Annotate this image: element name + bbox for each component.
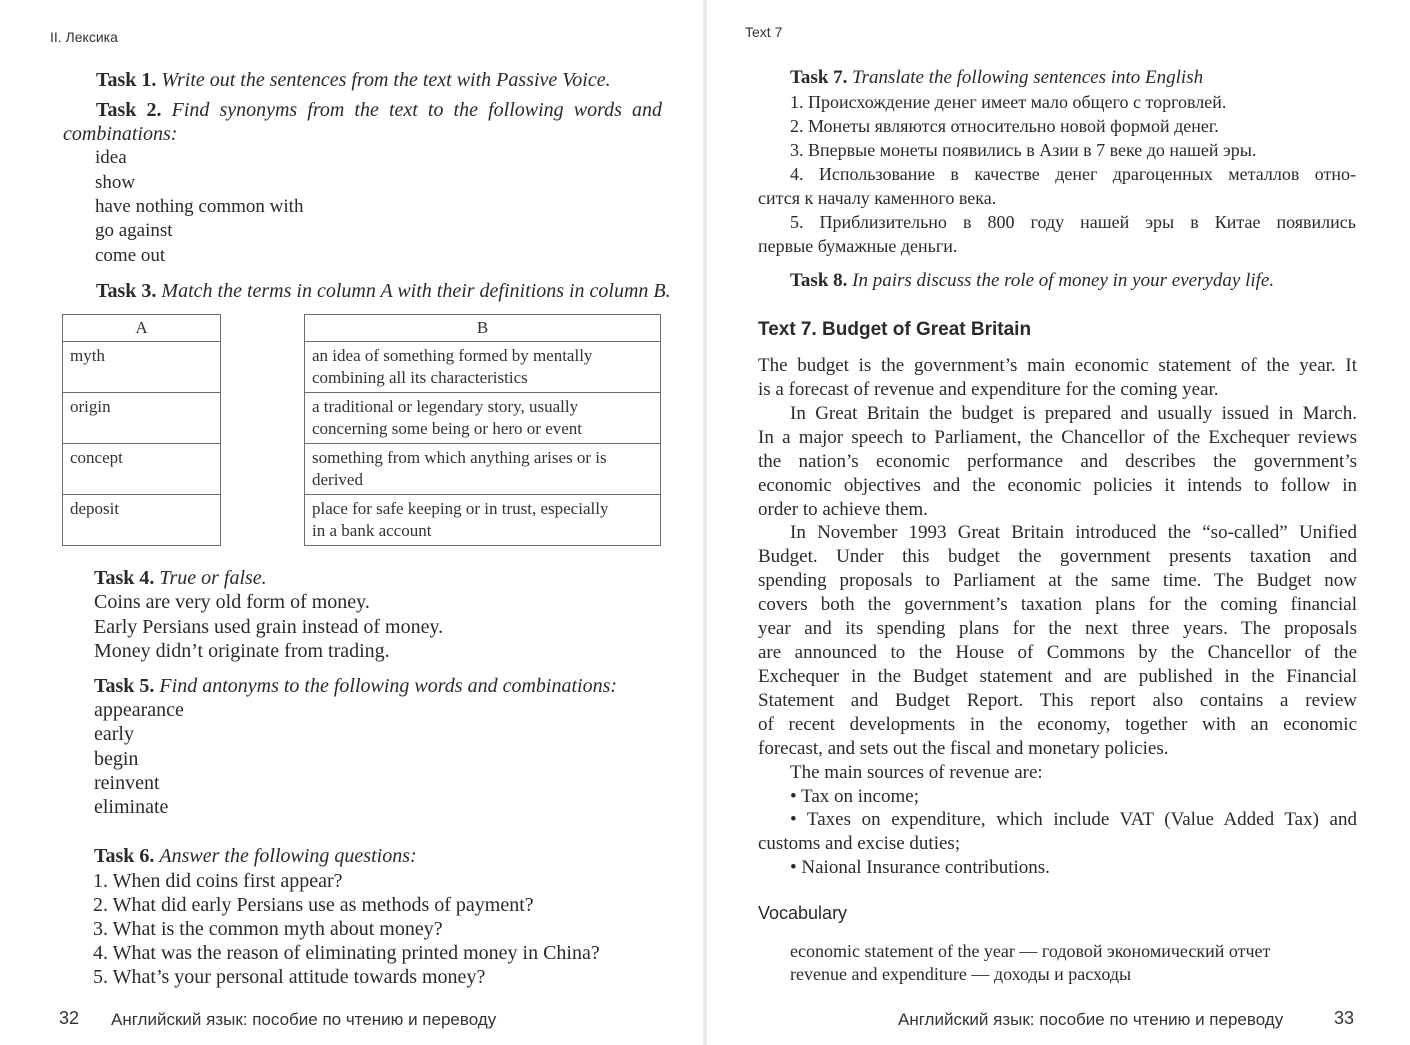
task-2-text: Find synonyms from the text to the following words and	[171, 99, 662, 121]
body-line: year and its spending plans for the next three years. The proposals	[758, 618, 1357, 639]
synonym-item: show	[95, 172, 136, 193]
synonym-item: idea	[95, 147, 127, 168]
task-7-text: Translate the following sentences into English	[852, 67, 1204, 88]
question-item: 1. When did coins first appear?	[93, 870, 343, 892]
text-title: Text 7. Budget of Great Britain	[758, 319, 1032, 340]
task-8-label: Task 8.	[790, 270, 848, 291]
bullet-item: • Taxes on expenditure, which include VAT (Value Added Tax) and	[790, 809, 1357, 830]
task-4-text: True or false.	[159, 567, 267, 589]
term-cell: deposit	[63, 495, 221, 546]
task-3-text: Match the terms in column A with their definitions in column B.	[161, 280, 671, 302]
task-6	[94, 844, 417, 868]
term-cell: myth	[63, 342, 221, 393]
body-line: spending proposals to Parliament at the same time. The Budget now	[758, 570, 1357, 591]
footer-title-left: Английский язык: пособие по чтению и переводу	[111, 1010, 497, 1029]
body-line: the nation’s economic performance and describes the government’s	[758, 451, 1357, 472]
task-3	[96, 279, 671, 303]
task-6-text: Answer the following questions:	[159, 845, 417, 867]
antonym-item: reinvent	[94, 772, 160, 794]
body-line: In November 1993 Great Britain introduced the “so-called” Unified	[790, 522, 1357, 543]
translation-sentence-cont: первые бумажные деньги.	[758, 236, 958, 256]
body-line: order to achieve them.	[758, 499, 928, 520]
column-a-header: A	[63, 315, 221, 342]
body-line: In a major speech to Parliament, the Chancellor of the Exchequer reviews	[758, 427, 1357, 448]
bullet-item-cont: customs and excise duties;	[758, 833, 961, 854]
task-4-label: Task 4.	[94, 567, 155, 589]
definition-cell	[305, 393, 661, 444]
body-line: Statement and Budget Report. This report also contains a review	[758, 690, 1357, 711]
body-line: are announced to the House of Commons by the Chancellor of the	[758, 642, 1357, 663]
task-7-label: Task 7.	[790, 67, 848, 88]
body-line: Budget. Under this budget the government presents taxation and	[758, 546, 1357, 567]
task-1-text: Write out the sentences from the text with Passive Voice.	[161, 69, 611, 91]
task-2	[96, 98, 662, 122]
definition-line: in a bank account	[312, 521, 432, 540]
antonym-item: early	[94, 723, 134, 745]
body-line: forecast, and sets out the fiscal and monetary policies.	[758, 738, 1169, 759]
translation-sentence: 4. Использование в качестве денег драгоценных металлов отно-	[790, 164, 1356, 184]
bullet-item: • Tax on income;	[790, 786, 919, 807]
page-number-right: 33	[1334, 1008, 1355, 1028]
task-5	[94, 674, 617, 698]
task-1	[96, 68, 611, 92]
question-item: 4. What was the reason of eliminating printed money in China?	[93, 942, 600, 964]
task-2-text-cont: combinations:	[63, 123, 178, 145]
definition-cell	[305, 495, 661, 546]
book-gutter	[703, 0, 707, 1045]
task-3-label: Task 3.	[96, 280, 157, 302]
body-line: The budget is the government’s main economic statement of the year. It	[758, 355, 1357, 376]
terms-table-a	[62, 314, 221, 546]
body-line: economic objectives and the economic policies it intends to follow in	[758, 475, 1357, 496]
definition-cell	[305, 342, 661, 393]
term-cell: origin	[63, 393, 221, 444]
column-b-header: B	[305, 315, 661, 342]
body-line: is a forecast of revenue and expenditure for the coming year.	[758, 379, 1219, 400]
true-false-item: Early Persians used grain instead of money.	[94, 616, 444, 638]
body-line: Exchequer in the Budget statement and are published in the Financial	[758, 666, 1357, 687]
question-item: 2. What did early Persians use as methods of payment?	[93, 894, 534, 916]
antonym-item: eliminate	[94, 796, 169, 818]
definition-line: concerning some being or hero or event	[312, 419, 583, 438]
task-8	[790, 269, 1274, 293]
synonym-item: have nothing common with	[95, 196, 304, 217]
synonym-item: go against	[95, 220, 173, 241]
task-2-label: Task 2.	[96, 99, 162, 121]
definition-line: an idea of something formed by mentally	[312, 346, 593, 365]
antonym-item: begin	[94, 748, 139, 770]
term-cell: concept	[63, 444, 221, 495]
task-5-text: Find antonyms to the following words and combinations:	[159, 675, 618, 697]
vocabulary-item: revenue and expenditure — доходы и расходы	[790, 964, 1132, 984]
page-number-left: 32	[59, 1008, 80, 1028]
antonym-item: appearance	[94, 699, 184, 721]
definition-line: derived	[312, 470, 363, 489]
true-false-item: Coins are very old form of money.	[94, 591, 370, 613]
running-header-left	[50, 29, 118, 46]
task-8-text: In pairs discuss the role of money in your everyday life.	[852, 270, 1275, 291]
synonym-item: come out	[95, 245, 166, 266]
definition-line: combining all its characteristics	[312, 368, 528, 387]
body-line: of recent developments in the economy, together with an economic	[758, 714, 1357, 735]
task-6-label: Task 6.	[94, 845, 155, 867]
vocabulary-title: Vocabulary	[758, 903, 848, 923]
definitions-table-b	[304, 314, 661, 546]
body-line: The main sources of revenue are:	[790, 762, 1043, 783]
running-header-right: Text 7	[745, 24, 783, 40]
true-false-item: Money didn’t originate from trading.	[94, 640, 390, 662]
body-line: covers both the government’s taxation plans for the coming financial	[758, 594, 1357, 615]
question-item: 5. What’s your personal attitude towards money?	[93, 966, 486, 988]
chapter-header: II. Лексика	[50, 29, 118, 45]
translation-sentence: 1. Происхождение денег имеет мало общего с торговлей.	[790, 92, 1227, 112]
translation-sentence: 3. Впервые монеты появились в Азии в 7 веке до нашей эры.	[790, 140, 1257, 160]
task-1-label: Task 1.	[96, 69, 157, 91]
bullet-item: • Naional Insurance contributions.	[790, 857, 1050, 878]
task-5-label: Task 5.	[94, 675, 155, 697]
body-line: In Great Britain the budget is prepared and usually issued in March.	[790, 403, 1357, 424]
definition-line: place for safe keeping or in trust, especially	[312, 499, 609, 518]
translation-sentence-cont: сится к началу каменного века.	[758, 188, 997, 208]
definition-cell	[305, 444, 661, 495]
translation-sentence: 2. Монеты являются относительно новой формой денег.	[790, 116, 1219, 136]
vocabulary-item: economic statement of the year — годовой экономический отчет	[790, 941, 1271, 961]
task-7	[790, 66, 1203, 90]
task-4	[94, 566, 267, 590]
definition-line: a traditional or legendary story, usually	[312, 397, 579, 416]
translation-sentence: 5. Приблизительно в 800 году нашей эры в Китае появились	[790, 212, 1356, 232]
question-item: 3. What is the common myth about money?	[93, 918, 443, 940]
footer-title-right: Английский язык: пособие по чтению и переводу	[898, 1010, 1284, 1029]
definition-line: something from which anything arises or is	[312, 448, 607, 467]
